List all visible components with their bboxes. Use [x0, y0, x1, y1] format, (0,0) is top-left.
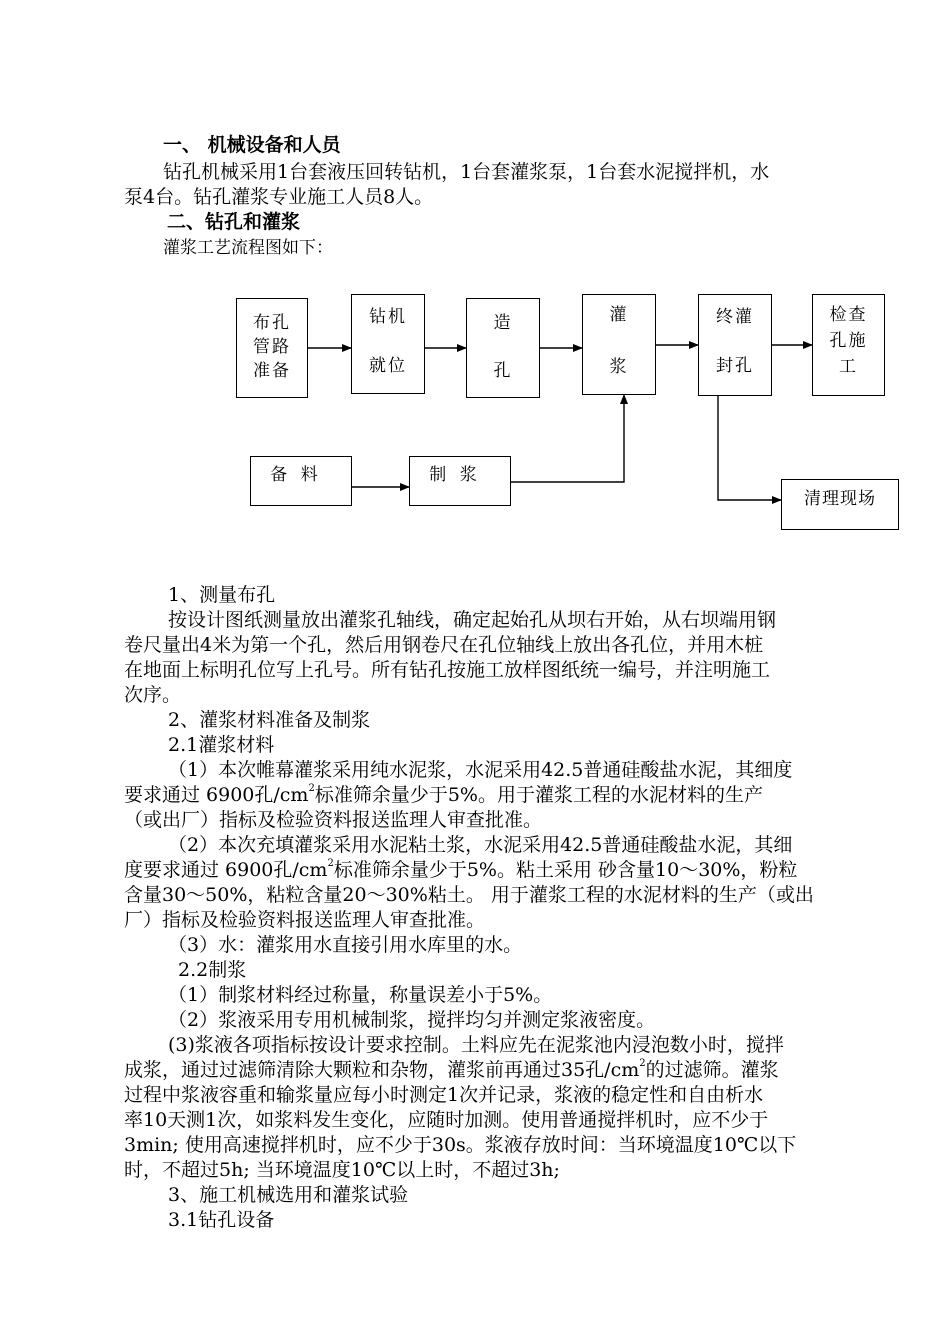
flow-box-text: 制 浆 [429, 465, 481, 485]
paragraph-line: （2）浆液采用专用机械制浆，搅拌均匀并测定浆液密度。 [168, 1009, 656, 1031]
flow-box-drilling [466, 298, 540, 398]
flow-box-text: 就位 [369, 356, 407, 376]
subheading: 1、测量布孔 [168, 584, 276, 606]
subheading: 3、施工机械选用和灌浆试验 [168, 1184, 409, 1206]
subheading: 2.2制浆 [178, 959, 247, 981]
flow-box-text: 浆 [609, 357, 629, 377]
flow-box-text: 孔施 [829, 331, 868, 351]
arrow-8 [718, 396, 781, 500]
flow-box-text: 封孔 [716, 356, 754, 376]
paragraph-line: 过程中浆液容重和输浆量应每小时测定1次并记录，浆液的稳定性和自由析水 [124, 1084, 764, 1106]
flow-box-text: 管路 [253, 337, 291, 357]
flow-box-text: 清理现场 [804, 489, 876, 509]
flow-box-drill-position [351, 294, 425, 394]
paragraph-line: 泵4台。钻孔灌浆专业施工人员8人。 [124, 186, 434, 208]
flow-box-text: 检查 [829, 305, 868, 325]
flow-intro: 灌浆工艺流程图如下： [163, 238, 333, 258]
flow-box-inspection-hole [812, 294, 885, 396]
paragraph-line: 3min; 使用高速搅拌机时，应不少于30s。浆液存放时间：当环境温度10℃以下 [124, 1134, 797, 1156]
paragraph-line: （或出厂）指标及检验资料报送监理人审查批准。 [124, 809, 543, 831]
flow-box-text: 灌 [609, 305, 629, 325]
flow-box-final-seal [698, 294, 772, 396]
paragraph-line: 成浆，通过过滤筛清除大颗粒和杂物，灌浆前再通过35孔$/cm^2$的过滤筛。灌浆 [124, 1058, 779, 1081]
paragraph-line: 次序。 [124, 684, 182, 706]
flow-box-mix-slurry [409, 456, 511, 506]
flow-box-grouting [582, 294, 656, 395]
arrow-7 [511, 395, 624, 482]
paragraph-line: (3)浆液各项指标按设计要求控制。土料应先在泥浆池内浸泡数小时，搅拌 [168, 1034, 784, 1056]
paragraph-line: 时，不超过5h; 当环境温度10℃以上时，不超过3h; [124, 1159, 560, 1181]
section-heading-1: 一、 机械设备和人员 [163, 134, 341, 156]
flow-box-text: 终灌 [716, 307, 754, 327]
paragraph-line: 要求通过 6900孔$/cm^2$标准筛余量少于5%。用于灌浆工程的水泥材料的生产 [124, 783, 763, 806]
flow-box-text: 准备 [253, 361, 291, 381]
paragraph-line: 度要求通过 6900孔$/cm^2$标准筛余量少于5%。粘土采用 砂含量10～30%，粉粒 [124, 858, 798, 881]
paragraph-line: 按设计图纸测量放出灌浆孔轴线，确定起始孔从坝右开始，从右坝端用钢 [168, 609, 777, 631]
flow-box-site-cleanup [781, 479, 899, 530]
paragraph-line: （1）制浆材料经过称量，称量误差小于5%。 [168, 984, 553, 1006]
paragraph-line: （3）水：灌浆用水直接引用水库里的水。 [168, 934, 523, 956]
paragraph-line: （2）本次充填灌浆采用水泥粘土浆，水泥采用42.5普通硅酸盐水泥，其细 [168, 834, 793, 856]
flow-box-text: 工 [839, 357, 858, 377]
paragraph-line: 卷尺量出4米为第一个孔，然后用钢卷尺在孔位轴线上放出各孔位，并用木桩 [124, 634, 764, 656]
paragraph-line: 率10天测1次，如浆料发生变化，应随时加测。使用普通搅拌机时，应不少于 [124, 1109, 769, 1131]
paragraph-line: 在地面上标明孔位写上孔号。所有钻孔按施工放样图纸统一编号，并注明施工 [124, 659, 771, 681]
subheading: 2、灌浆材料准备及制浆 [168, 709, 371, 731]
flow-box-text: 孔 [493, 361, 513, 381]
flow-box-layout [236, 298, 308, 398]
flow-box-text: 备 料 [270, 465, 322, 485]
subheading: 2.1灌浆材料 [168, 734, 275, 756]
paragraph-line: （1）本次帷幕灌浆采用纯水泥浆，水泥采用42.5普通硅酸盐水泥，其细度 [168, 759, 793, 781]
paragraph-line: 厂）指标及检验资料报送监理人审查批准。 [124, 909, 486, 931]
paragraph-line: 含量30～50%，粘粒含量20～30%粘土。 用于灌浆工程的水泥材料的生产（或出 [124, 884, 814, 906]
flow-box-text: 造 [493, 313, 513, 333]
flow-box-text: 钻机 [369, 307, 407, 327]
section-heading-2: 二、钻孔和灌浆 [167, 211, 301, 233]
subheading: 3.1钻孔设备 [168, 1209, 275, 1231]
flow-box-materials [250, 456, 352, 506]
paragraph-line: 钻孔机械采用1台套液压回转钻机，1台套灌浆泵，1台套水泥搅拌机，水 [163, 161, 770, 183]
flow-box-text: 布孔 [253, 313, 291, 333]
